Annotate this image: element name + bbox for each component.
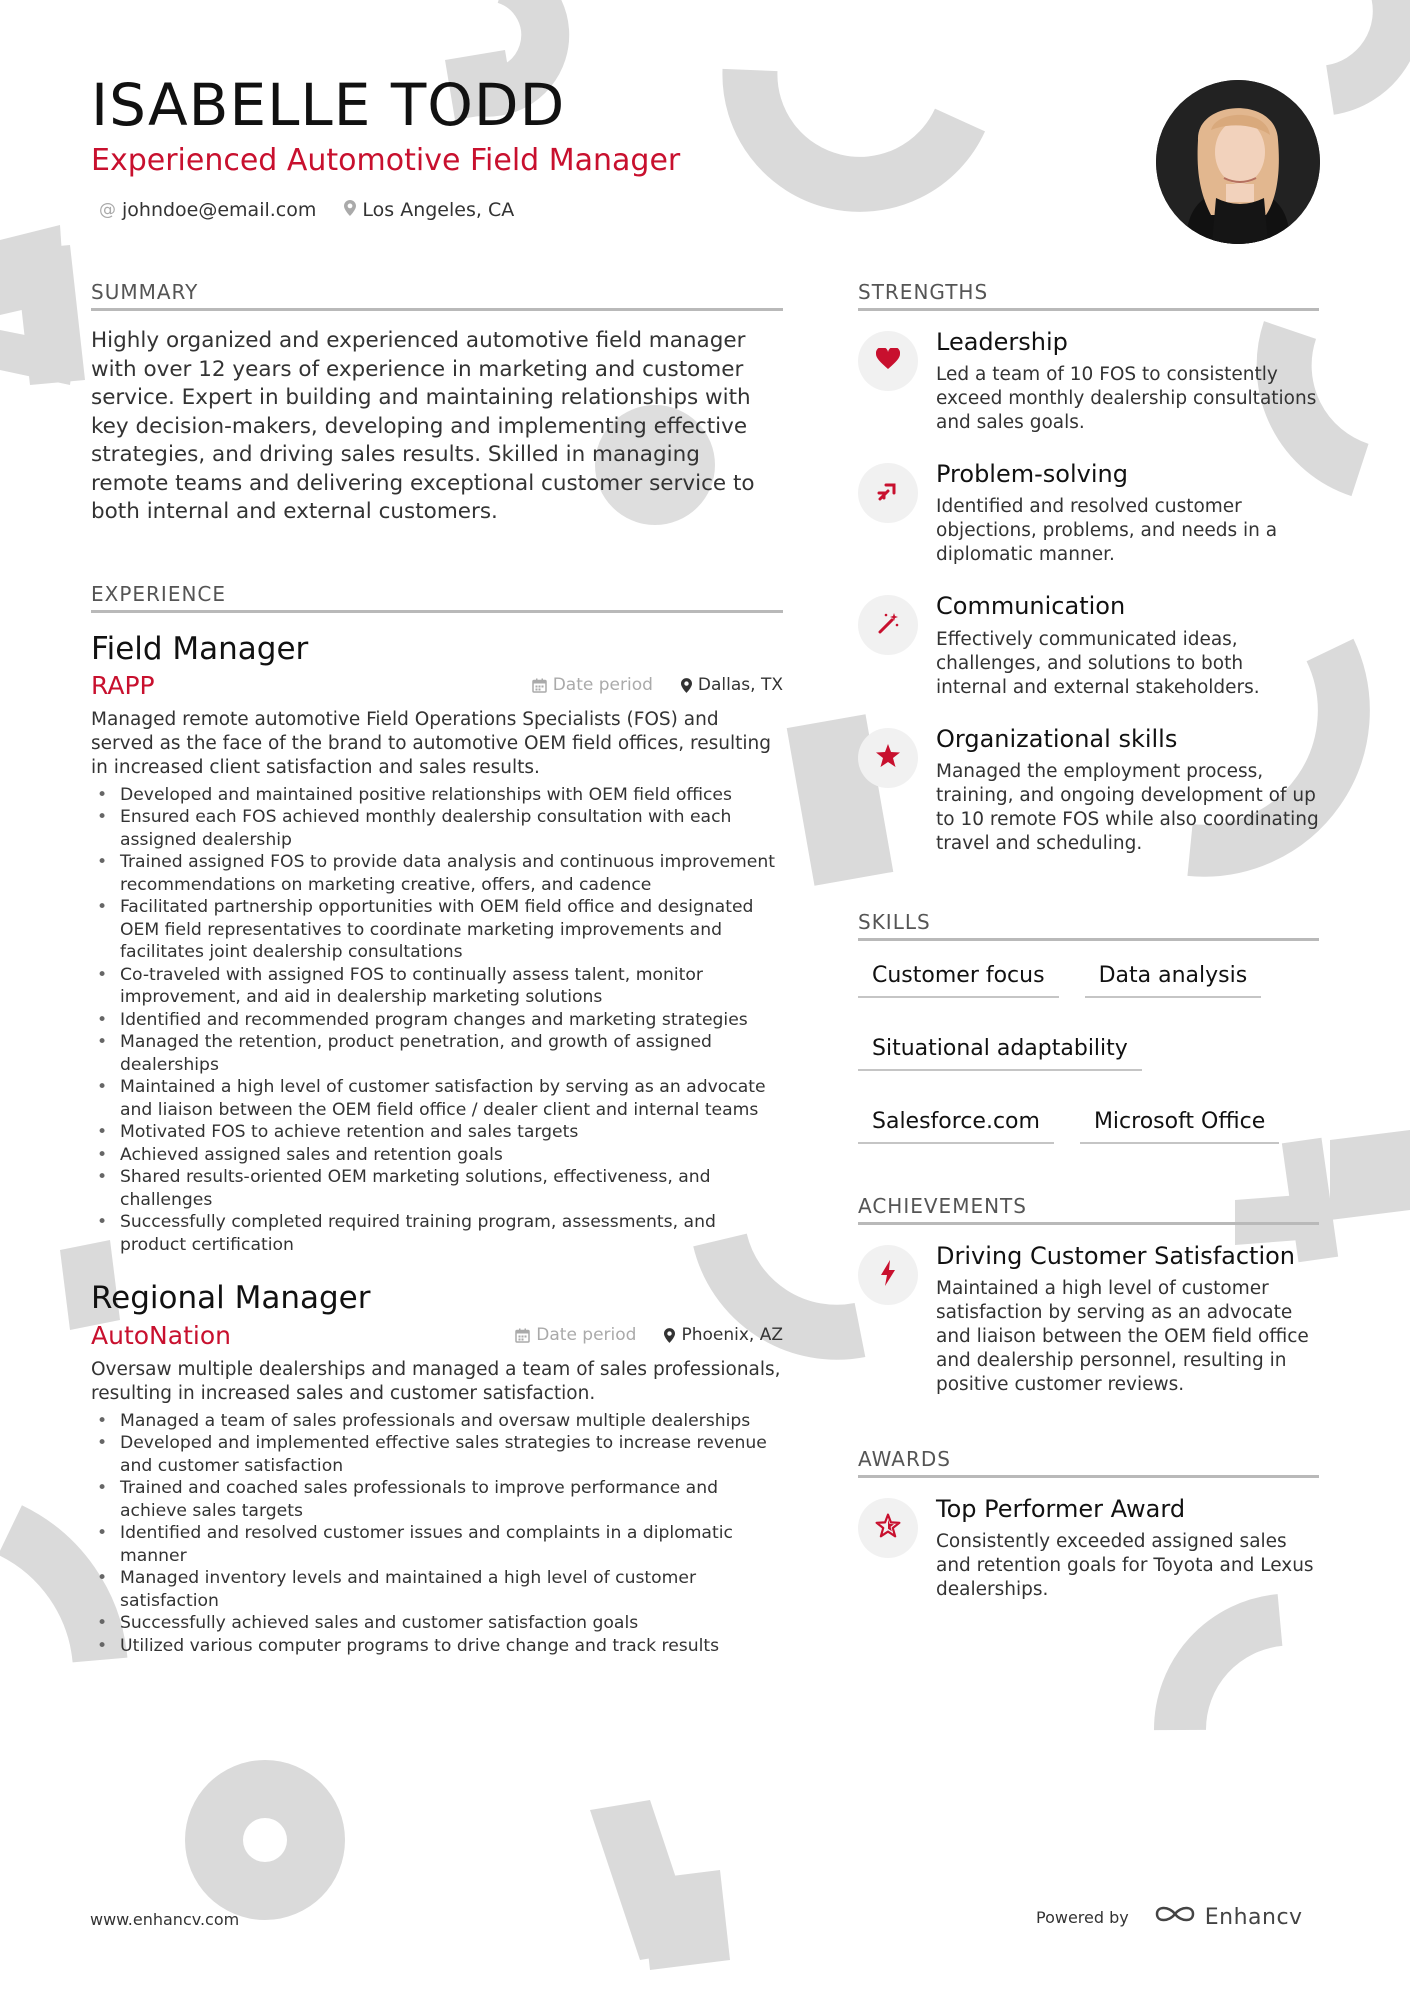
bullet-item: • Identified and resolved customer issues and complaints in a diplomatic manner [91,1522,783,1567]
strength-desc: Led a team of 10 FOS to consistently exceed monthly dealership consultations and sales goals. [936,364,1317,434]
heart-icon [876,348,900,374]
bullet-item: • Motivated FOS to achieve retention and sales targets [91,1121,783,1144]
strength-desc: Identified and resolved customer objections, problems, and needs in a diplomatic manner. [936,496,1278,566]
bullet-item: • Managed a team of sales professionals and oversaw multiple dealerships [91,1410,783,1433]
strength-desc: Managed the employment process, training, and ongoing development of up to 10 remote FOS while also coordinating travel and scheduling. [936,760,1319,854]
strengths-heading: STRENGTHS [858,280,1319,311]
email-text: johndoe@email.com [122,199,317,221]
bullet-item: • Managed inventory levels and maintained a high level of customer satisfaction [91,1567,783,1612]
award-item [858,1494,1319,1602]
email-item[interactable] [99,199,316,221]
bullet-item: • Shared results-oriented OEM marketing solutions, effectiveness, and challenges [91,1166,783,1211]
footer-branding [1036,1902,1303,1932]
bullet-item: • Trained and coached sales professionals to improve performance and achieve sales targets [91,1477,783,1522]
job-title: Regional Manager [91,1280,371,1317]
job-location: Dallas, TX [681,675,783,695]
bullet-item: • Ensured each FOS achieved monthly dealership consultation with each assigned dealership [91,806,783,851]
skill-tag: Data analysis [1085,957,1262,998]
strength-title: Leadership [936,328,1068,356]
bullet-item: • Developed and maintained positive relationships with OEM field offices [91,784,783,807]
bullet-item: • Successfully achieved sales and customer satisfaction goals [91,1612,783,1635]
location-pin-icon [344,199,356,221]
strength-item [858,591,1319,699]
calendar-icon [515,1328,530,1343]
candidate-name: ISABELLE TODD [91,71,566,139]
profile-photo [1156,80,1320,244]
puzzle-icon [876,479,900,507]
left-column [91,280,783,1679]
job-title: Field Manager [91,630,309,667]
job-description: Oversaw multiple dealerships and managed a team of sales professionals, resulting in increased sales and customer satisfaction. [91,1358,781,1404]
job-location: Phoenix, AZ [664,1325,783,1345]
strength-item [858,459,1319,567]
strength-item [858,724,1319,856]
job-date: Date period [515,1325,636,1345]
award-desc: Consistently exceeded assigned sales and retention goals for Toyota and Lexus dealerships. [936,1531,1314,1601]
company-name: RAPP [91,670,155,700]
award-title: Top Performer Award [936,1494,1186,1523]
magic-wand-icon [876,611,900,639]
headline: Experienced Automotive Field Manager [91,143,681,178]
bullet-item: • Facilitated partnership opportunities with OEM field office and designated OEM field representatives to coordinate marketing improvements and facilitates joint dealership consultations [91,896,783,964]
bullet-item: • Developed and implemented effective sales strategies to increase revenue and customer satisfaction [91,1432,783,1477]
achievement-desc: Maintained a high level of customer satisfaction by serving as an advocate and liaison between the OEM field office and dealership personnel, resulting in positive customer reviews. [936,1277,1309,1395]
summary-text: Highly organized and experienced automotive field manager with over 12 years of experience in marketing and customer service. Expert in building and maintaining relationships with key decision-makers, developing and implementing effective strategies, and driving sales results. Skilled in managing remote teams and delivering exceptional customer service to both internal and external customers. [91,328,755,524]
lightning-icon [880,1260,896,1290]
footer-website[interactable]: www.enhancv.com [90,1910,240,1929]
strength-item [858,327,1319,435]
job-description: Managed remote automotive Field Operations Specialists (FOS) and served as the face of the brand to automotive OEM field offices, resulting in increased client satisfaction and sales results. [91,708,771,778]
bullet-item: • Trained assigned FOS to provide data analysis and continuous improvement recommendations on marketing creative, offers, and cadence [91,851,783,896]
skill-tag: Microsoft Office [1080,1103,1279,1144]
strength-desc: Effectively communicated ideas, challenges, and solutions to both internal and external stakeholders. [936,628,1260,698]
star-outline-icon [875,1513,901,1542]
company-name: AutoNation [91,1320,231,1350]
skill-tag: Salesforce.com [858,1103,1054,1144]
contact-info [99,199,514,221]
skills-heading: SKILLS [858,910,1319,941]
job-date: Date period [532,675,653,695]
bullet-item: • Identified and recommended program changes and marketing strategies [91,1009,783,1032]
job-entry [91,1278,783,1657]
job-entry [91,629,783,1257]
location-pin-icon [664,1328,675,1343]
bullet-item: • Successfully completed required training program, assessments, and product certification [91,1211,783,1256]
job-bullets [91,784,783,1257]
achievement-title: Driving Customer Satisfaction [936,1241,1296,1270]
bullet-item: • Managed the retention, product penetration, and growth of assigned dealerships [91,1031,783,1076]
strength-title: Organizational skills [936,724,1178,753]
awards-heading: AWARDS [858,1447,1319,1478]
skill-tag: Situational adaptability [858,1030,1142,1071]
experience-heading: EXPERIENCE [91,582,783,613]
bullet-item: • Achieved assigned sales and retention goals [91,1144,783,1167]
location-pin-icon [681,678,692,693]
skill-tag: Customer focus [858,957,1059,998]
bullet-item: • Co-traveled with assigned FOS to continually assess talent, monitor improvement, and aid in dealership marketing solutions [91,964,783,1009]
strength-title: Problem-solving [936,460,1128,489]
achievement-item [858,1241,1319,1397]
bullet-item: • Utilized various computer programs to drive change and track results [91,1635,783,1658]
right-column [858,280,1319,1626]
location-text: Los Angeles, CA [362,199,515,221]
skills-list [858,957,1319,1144]
location-item [344,199,514,221]
strength-title: Communication [936,592,1126,621]
bullet-item: • Maintained a high level of customer satisfaction by serving as an advocate and liaison between the OEM field office / dealer client and internal teams [91,1076,783,1121]
achievements-heading: ACHIEVEMENTS [858,1194,1319,1225]
at-icon: @ [99,200,116,220]
enhancv-logo-icon [1153,1902,1197,1932]
enhancv-logo[interactable]: Enhancv [1153,1902,1303,1932]
job-bullets [91,1410,783,1658]
calendar-icon [532,678,547,693]
star-icon [876,744,900,771]
summary-heading: SUMMARY [91,280,783,311]
powered-by-label: Powered by [1036,1907,1129,1927]
